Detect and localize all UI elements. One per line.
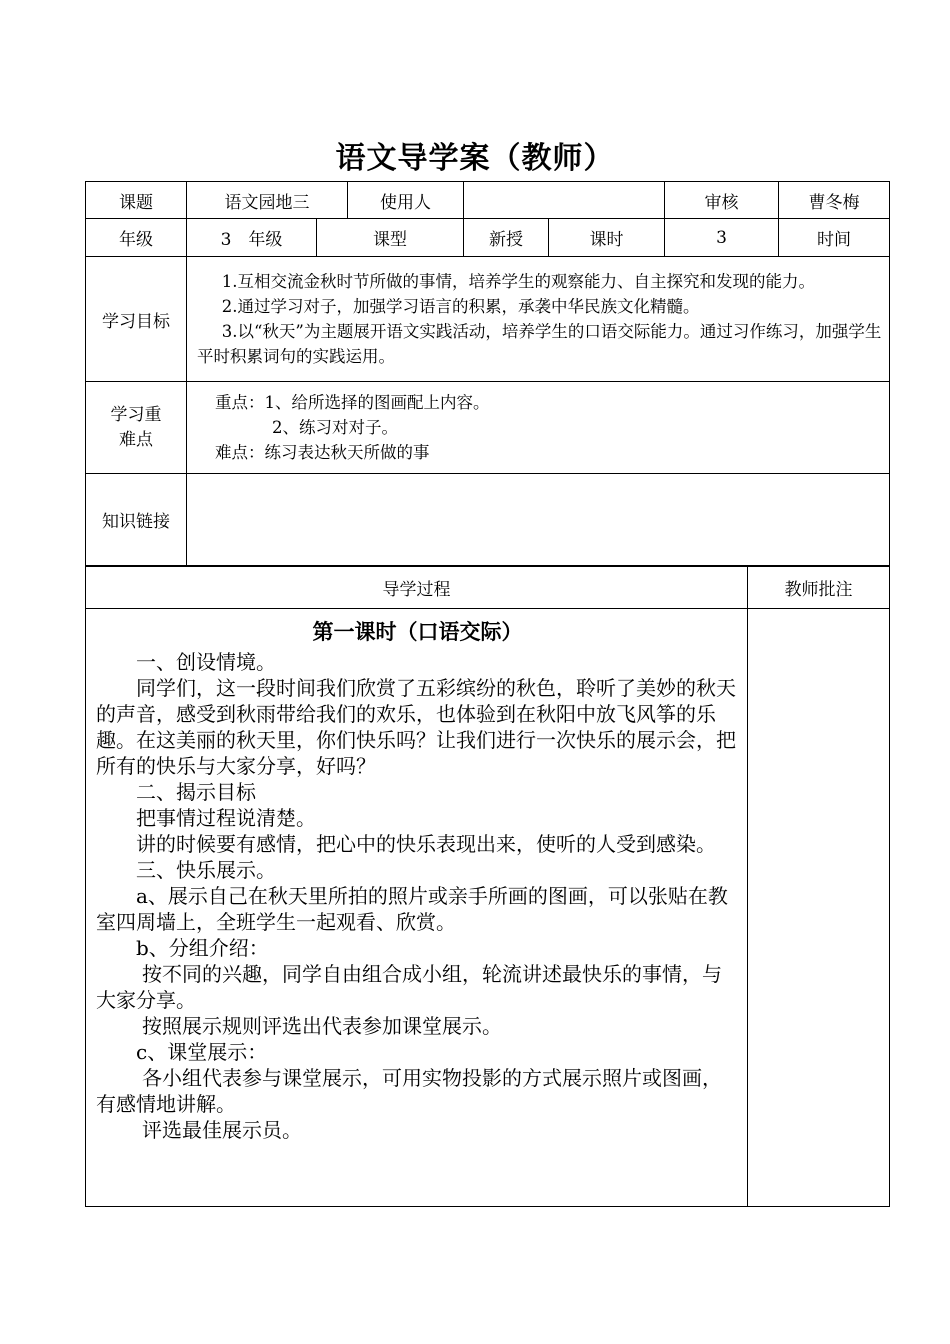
paragraph: 讲的时候要有感情，把心中的快乐表现出来，使听的人受到感染。 bbox=[136, 832, 716, 856]
review-label: 审核 bbox=[665, 182, 779, 219]
goal-item: 3.以“秋天”为主题展开语文实践活动，培养学生的口语交际能力。通过习作练习，加强学生平时积累词句的实践运用。 bbox=[197, 322, 882, 366]
key-points-content bbox=[187, 382, 890, 474]
key-point-line: 难点：练习表达秋天所做的事 bbox=[215, 443, 430, 462]
review-value: 曹冬梅 bbox=[779, 182, 890, 219]
class-hours-label: 课时 bbox=[549, 219, 665, 257]
lesson-info-table bbox=[85, 181, 890, 566]
lesson-type-label: 课型 bbox=[317, 219, 464, 257]
knowledge-link-label: 知识链接 bbox=[86, 474, 187, 566]
class-hours-value: 3 bbox=[665, 219, 779, 257]
learning-goals-label: 学习目标 bbox=[86, 257, 187, 382]
user-value bbox=[464, 182, 665, 219]
grade-value: 3 年级 bbox=[187, 219, 317, 257]
learning-goals-content bbox=[187, 257, 890, 382]
paragraph: 按不同的兴趣，同学自由组合成小组，轮流讲述最快乐的事情，与大家分享。 bbox=[96, 962, 722, 1012]
document-title: 语文导学案（教师） bbox=[335, 141, 615, 176]
paragraph: 同学们，这一段时间我们欣赏了五彩缤纷的秋色，聆听了美妙的秋天的声音，感受到秋雨带给我们的欢乐，也体验到在秋阳中放飞风筝的乐趣。在这美丽的秋天里，你们快乐吗？让我们进行一次快乐的展示会，把所有的快乐与大家分享，好吗？ bbox=[96, 676, 736, 778]
key-points-label-line1: 学习重 bbox=[110, 404, 162, 425]
topic-value: 语文园地三 bbox=[187, 182, 348, 219]
paragraph: 按照展示规则评选出代表参加课堂展示。 bbox=[142, 1014, 502, 1038]
paragraph: b、分组介绍： bbox=[136, 936, 269, 960]
paragraph: a、展示自己在秋天里所拍的照片或亲手所画的图画，可以张贴在教室四周墙上，全班学生一起观看、欣赏。 bbox=[96, 884, 728, 934]
section-heading: 二、揭示目标 bbox=[136, 780, 256, 804]
paragraph: 把事情过程说清楚。 bbox=[136, 806, 316, 830]
goal-item: 2.通过学习对子，加强学习语言的积累，承袭中华民族文化精髓。 bbox=[221, 297, 700, 316]
lesson-type-value: 新授 bbox=[464, 219, 549, 257]
grade-label: 年级 bbox=[86, 219, 187, 257]
section-heading: 三、快乐展示。 bbox=[136, 858, 276, 882]
paragraph: 各小组代表参与课堂展示，可用实物投影的方式展示照片或图画，有感情地讲解。 bbox=[96, 1066, 722, 1116]
key-point-line: 重点：1、给所选择的图画配上内容。 bbox=[215, 393, 490, 412]
paragraph: 评选最佳展示员。 bbox=[142, 1118, 302, 1142]
key-points-label bbox=[86, 382, 187, 474]
paragraph: c、课堂展示： bbox=[136, 1040, 268, 1064]
guided-process-table bbox=[85, 566, 890, 1207]
process-header: 导学过程 bbox=[86, 567, 748, 609]
teacher-notes-header: 教师批注 bbox=[748, 567, 890, 609]
section-heading: 一、创设情境。 bbox=[136, 650, 276, 674]
time-label: 时间 bbox=[779, 219, 890, 257]
key-point-line: 2、练习对对子。 bbox=[272, 418, 398, 437]
key-points-label-line2: 难点 bbox=[119, 429, 153, 450]
teacher-notes-content bbox=[748, 609, 890, 1207]
lesson-title: 第一课时（口语交际） bbox=[312, 619, 523, 644]
topic-label: 课题 bbox=[86, 182, 187, 219]
knowledge-link-content bbox=[187, 474, 890, 566]
lesson-content bbox=[86, 609, 748, 1207]
goal-item: 1.互相交流金秋时节所做的事情，培养学生的观察能力、自主探究和发现的能力。 bbox=[221, 272, 815, 291]
user-label: 使用人 bbox=[348, 182, 464, 219]
